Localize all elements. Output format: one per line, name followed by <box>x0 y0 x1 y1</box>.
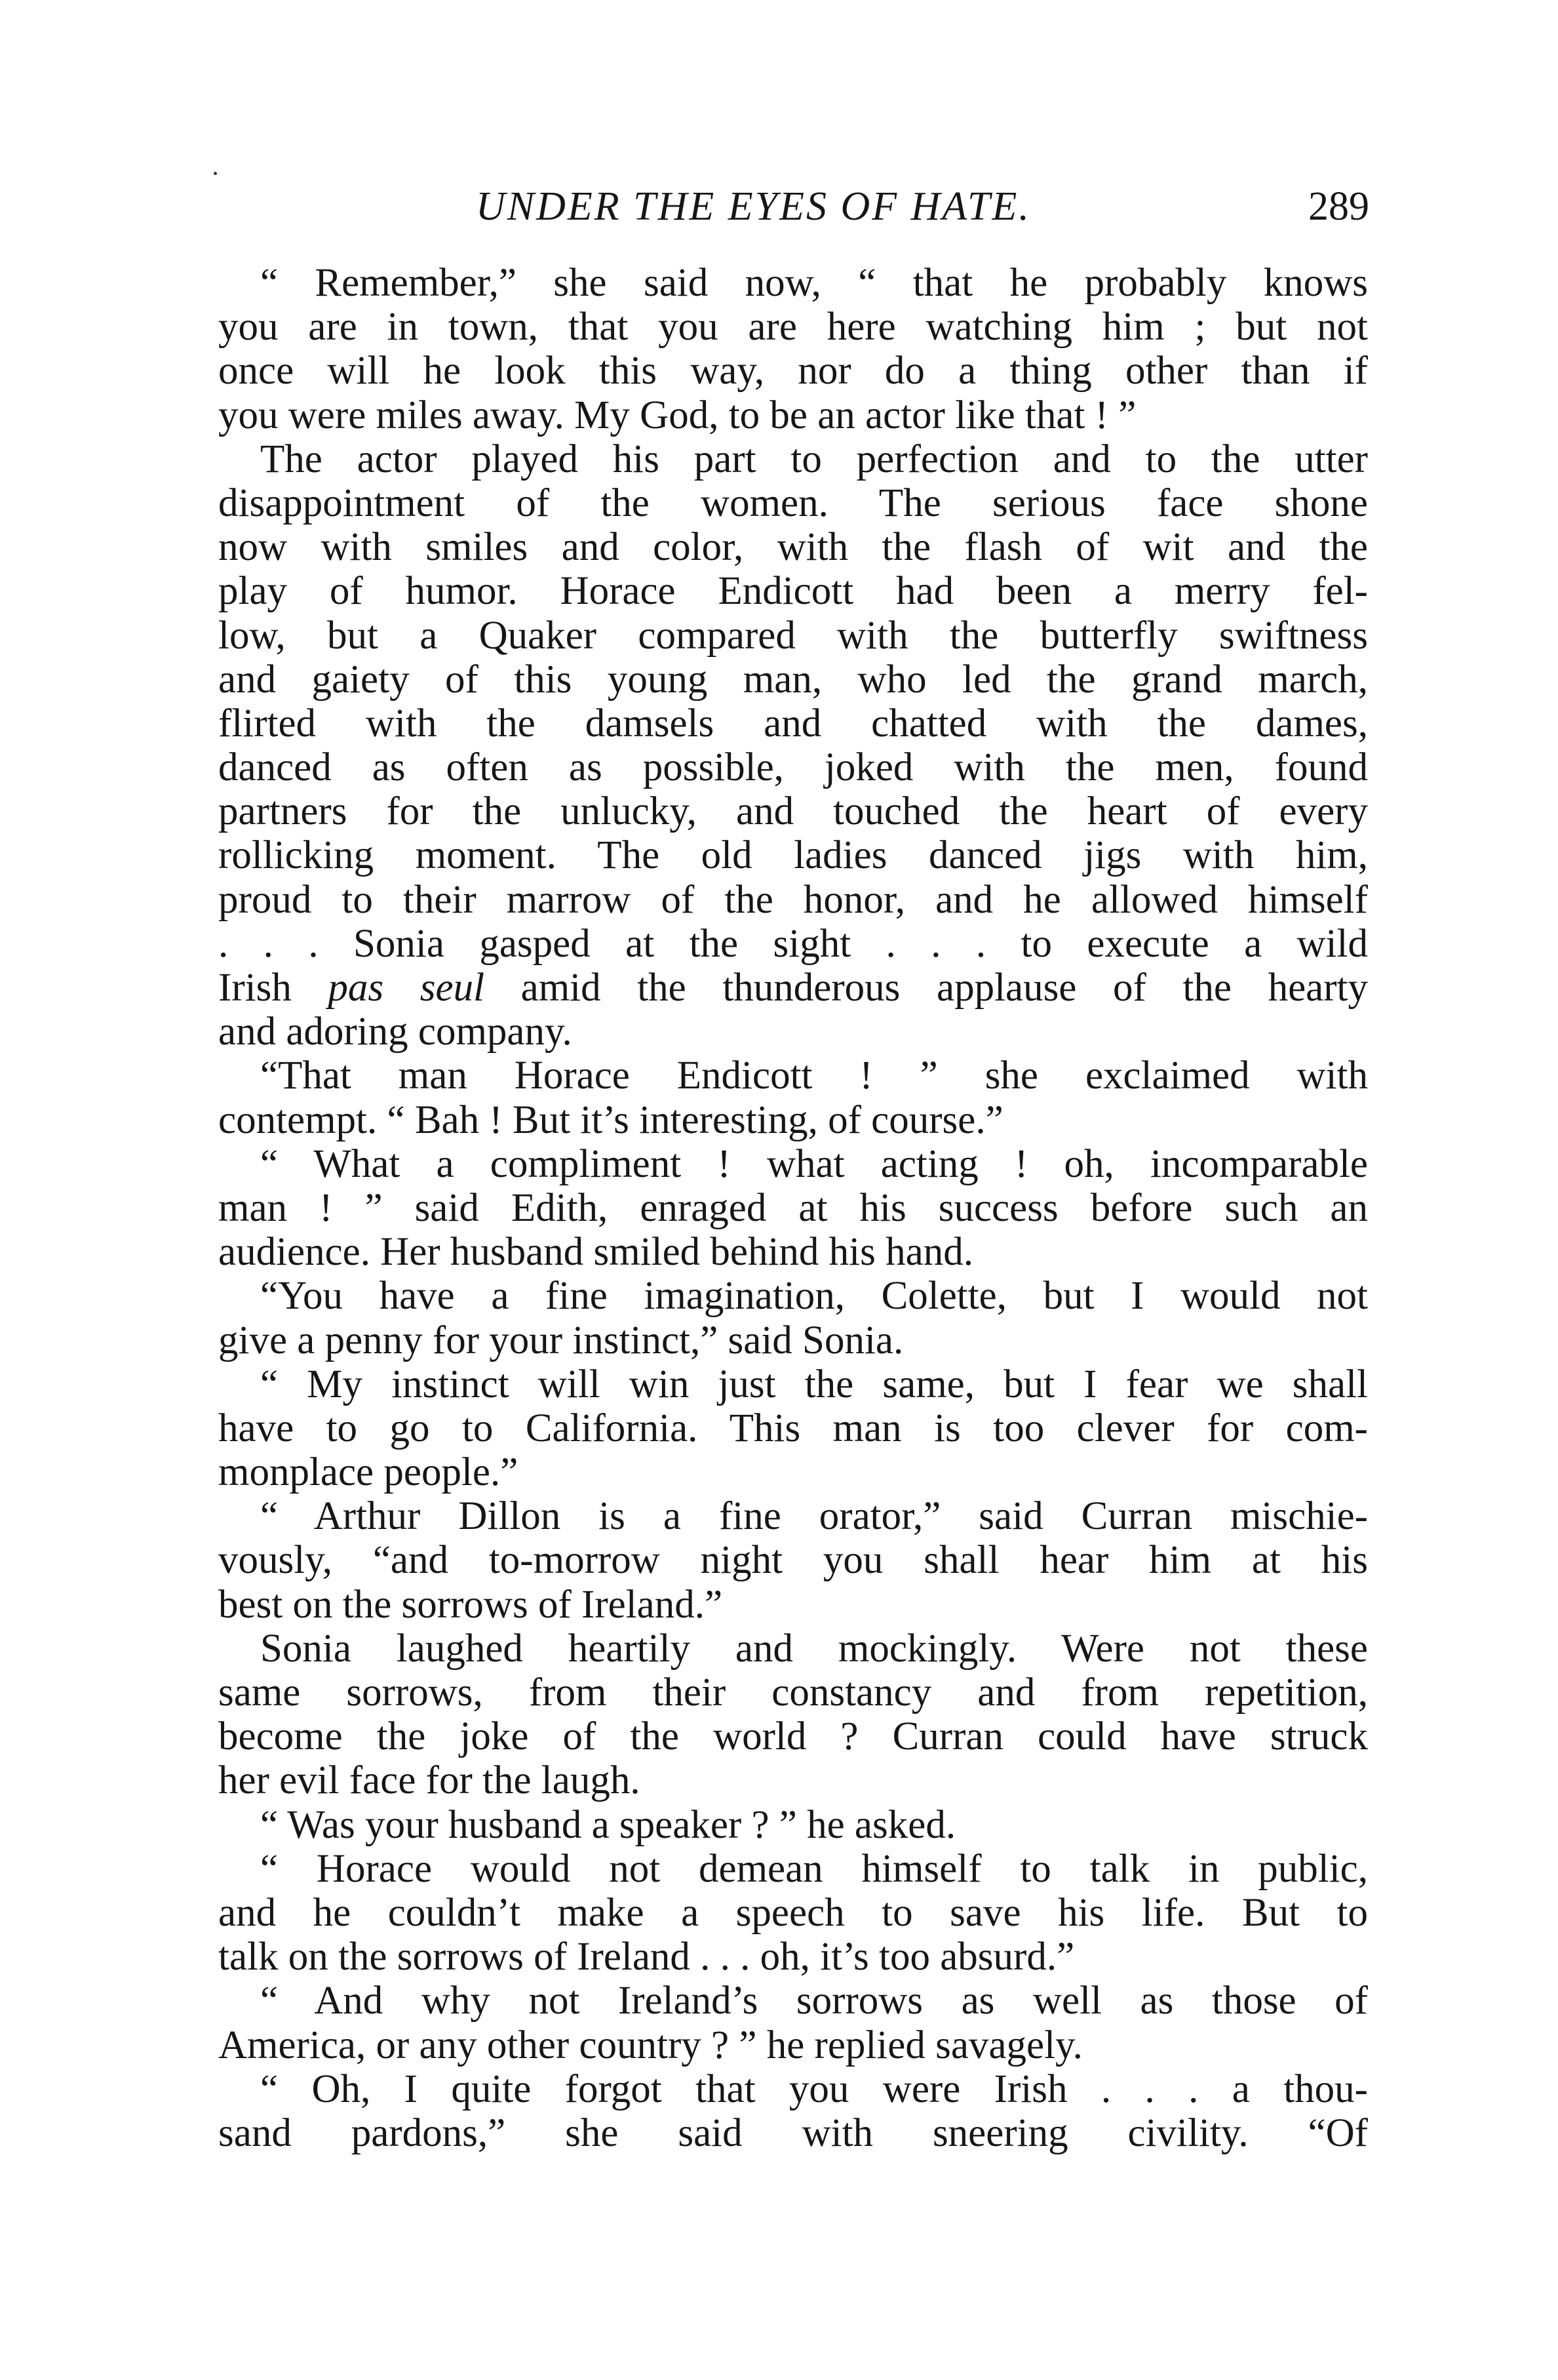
text-line: audience. Her husband smiled behind his hand. <box>218 1230 973 1275</box>
text-line: Sonia laughed heartily and mockingly. Were not these <box>260 1626 1368 1671</box>
text-line: “That man Horace Endicott ! ” she exclaimed with <box>260 1054 1368 1098</box>
text-line: now with smiles and color, with the flash of wit and the <box>218 525 1368 570</box>
text-line: The actor played his part to perfection and to the utter <box>260 437 1368 481</box>
text-line: proud to their marrow of the honor, and he allowed himself <box>218 877 1368 922</box>
text-line: “ Horace would not demean himself to talk in public, <box>260 1846 1368 1891</box>
text-line: . . . Sonia gasped at the sight . . . to execute a wild <box>218 921 1368 966</box>
text-line: play of humor. Horace Endicott had been a merry fel- <box>218 569 1368 614</box>
text-line: man ! ” said Edith, enraged at his success before such an <box>218 1185 1368 1230</box>
text-line: her evil face for the laugh. <box>218 1758 640 1803</box>
text-line: talk on the sorrows of Ireland . . . oh, it’s too absurd.” <box>218 1935 1075 1979</box>
text-line: and adoring company. <box>218 1010 572 1054</box>
text-line: “ Arthur Dillon is a fine orator,” said Curran mischie- <box>260 1494 1368 1539</box>
text-line: danced as often as possible, joked with the men, found <box>218 745 1368 790</box>
text-line: vously, “and to-morrow night you shall hear him at his <box>218 1538 1368 1583</box>
text-line: “You have a fine imagination, Colette, but I would not <box>260 1274 1368 1319</box>
text-line: disappointment of the women. The serious face shone <box>218 481 1368 525</box>
text-line: Irish pas seul amid the thunderous applause of the hearty <box>218 966 1368 1010</box>
text-line: sand pardons,” she said with sneering civility. “Of <box>218 2111 1368 2155</box>
text-line: “ My instinct will win just the same, but I fear we shall <box>260 1362 1368 1406</box>
text-line: monplace people.” <box>218 1450 518 1495</box>
text-line: same sorrows, from their constancy and from repetition, <box>218 1671 1368 1715</box>
text-line: and gaiety of this young man, who led the grand march, <box>218 657 1368 702</box>
text-line: “ Was your husband a speaker ? ” he asked. <box>260 1802 956 1847</box>
text-line: rollicking moment. The old ladies danced jigs with him, <box>218 833 1368 878</box>
text-line: give a penny for your instinct,” said Sonia. <box>218 1318 904 1362</box>
text-line: flirted with the damsels and chatted with the dames, <box>218 701 1368 745</box>
text-line: “ What a compliment ! what acting ! oh, incomparable <box>260 1141 1368 1186</box>
text-line: have to go to California. This man is too clever for com- <box>218 1406 1368 1450</box>
page-number: 289 <box>1308 184 1369 229</box>
text-line: contempt. “ Bah ! But it’s interesting, of course.” <box>218 1098 1003 1142</box>
text-line: you were miles away. My God, to be an actor like that ! ” <box>218 393 1137 437</box>
text-line: “ And why not Ireland’s sorrows as well as those of <box>260 1979 1368 2023</box>
italic-phrase: pas seul <box>328 966 485 1010</box>
text-line: you are in town, that you are here watching him ; but not <box>218 305 1368 349</box>
text-line: become the joke of the world ? Curran could have struck <box>218 1715 1368 1759</box>
text-line: “ Remember,” she said now, “ that he probably knows <box>260 261 1368 305</box>
text-line: best on the sorrows of Ireland.” <box>218 1582 723 1627</box>
stray-ink-dot <box>214 172 217 175</box>
text-line: partners for the unlucky, and touched the heart of every <box>218 789 1368 834</box>
body-text <box>218 261 1368 2155</box>
text-line: low, but a Quaker compared with the butterfly swiftness <box>218 613 1368 658</box>
text-line: “ Oh, I quite forgot that you were Irish . . . a thou- <box>260 2067 1368 2111</box>
text-line: once will he look this way, nor do a thing other than if <box>218 349 1368 393</box>
text-line: and he couldn’t make a speech to save his life. But to <box>218 1890 1368 1935</box>
running-header <box>0 177 1558 236</box>
running-title: UNDER THE EYES OF HATE. <box>476 184 1031 229</box>
text-line: America, or any other country ? ” he replied savagely. <box>218 2023 1083 2067</box>
